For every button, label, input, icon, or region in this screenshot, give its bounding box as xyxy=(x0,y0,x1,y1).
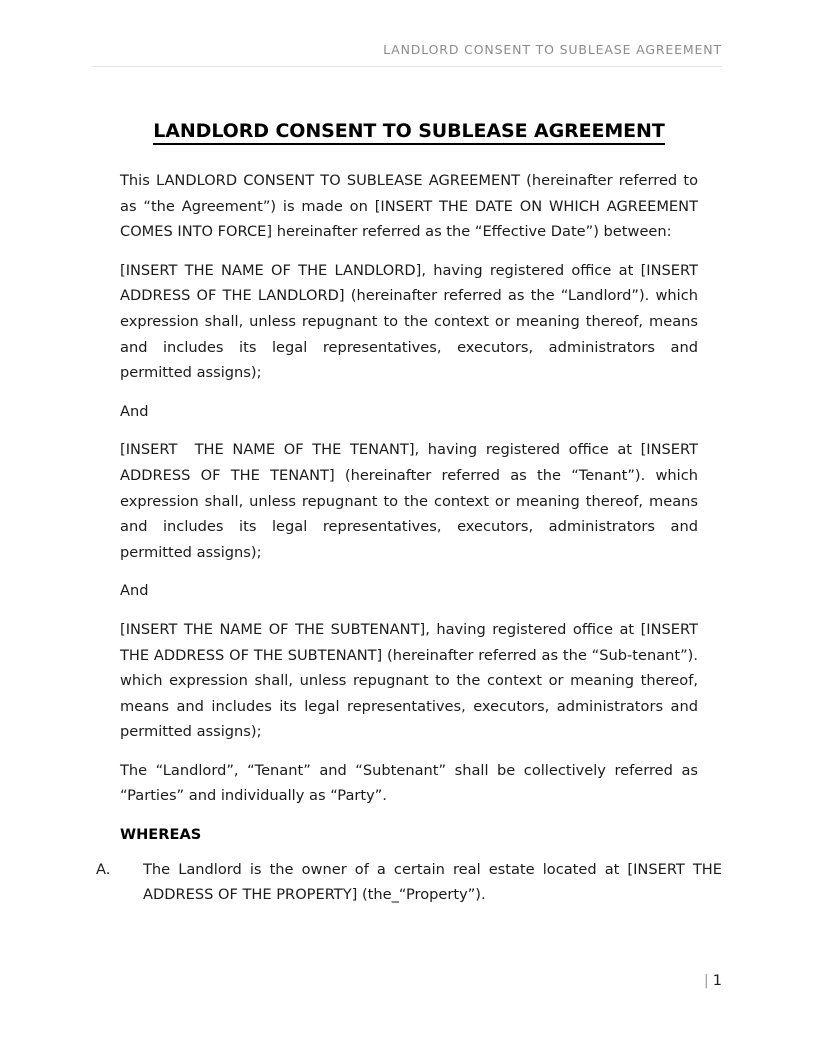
paragraph-conjunction-and-1: And xyxy=(120,402,149,420)
running-header-title: LANDLORD CONSENT TO SUBLEASE AGREEMENT xyxy=(383,42,722,57)
paragraph-conjunction-and-2: And xyxy=(120,582,149,600)
paragraph-party-subtenant: [INSERT THE NAME OF THE SUBTENANT], having registered office at [INSERT THE ADDRESS OF THE SUBTENANT] (hereinafter referred as the “Sub-tenant”). which expression shall, unless repugnant to the context or meaning thereof, means and includes its legal representatives, executors, administrators and permitted assigns); xyxy=(120,620,703,741)
whereas-heading: WHEREAS xyxy=(120,826,202,844)
paragraph-collective-parties: The “Landlord”, “Tenant” and “Subtenant” shall be collectively referred as “Parties” and individually as “Party”. xyxy=(120,761,703,805)
document-title xyxy=(96,118,722,144)
list-item xyxy=(96,857,727,908)
page-number: 1 xyxy=(712,973,722,989)
document-body xyxy=(96,118,727,920)
list-item-text: The Landlord is the owner of a certain real estate located at [INSERT THE ADDRESS OF THE PROPERTY] (the_“Property”). xyxy=(143,860,727,904)
footer-separator: | xyxy=(703,973,709,989)
paragraph-party-landlord: [INSERT THE NAME OF THE LANDLORD], having registered office at [INSERT ADDRESS OF THE LANDLORD] (hereinafter referred as the “Landlord”). which expression shall, unless repugnant to the context or meaning thereof, means and includes its legal representatives, executors, administrators and permitted assigns); xyxy=(120,261,703,382)
whereas-recital-list xyxy=(96,857,727,908)
recitals-paragraph-block xyxy=(120,168,703,848)
paragraph-party-tenant: [INSERT THE NAME OF THE TENANT], having registered office at [INSERT ADDRESS OF THE TENANT] (hereinafter referred as the “Tenant”). which expression shall, unless repugnant to the context or meaning thereof, means and includes its legal representatives, executors, administrators and permitted assigns); xyxy=(120,441,703,561)
document-title-text: LANDLORD CONSENT TO SUBLEASE AGREEMENT xyxy=(153,120,664,145)
paragraph-recital-intro: This LANDLORD CONSENT TO SUBLEASE AGREEMENT (hereinafter referred to as “the Agreement”) is made on [INSERT THE DATE ON WHICH AGREEMENT COMES INTO FORCE] hereinafter referred as the “Effective Date”) between: xyxy=(120,172,703,241)
list-item-marker: A. xyxy=(96,860,111,878)
header-divider-rule xyxy=(93,66,722,67)
page-header xyxy=(93,40,722,67)
page-footer xyxy=(96,970,722,992)
